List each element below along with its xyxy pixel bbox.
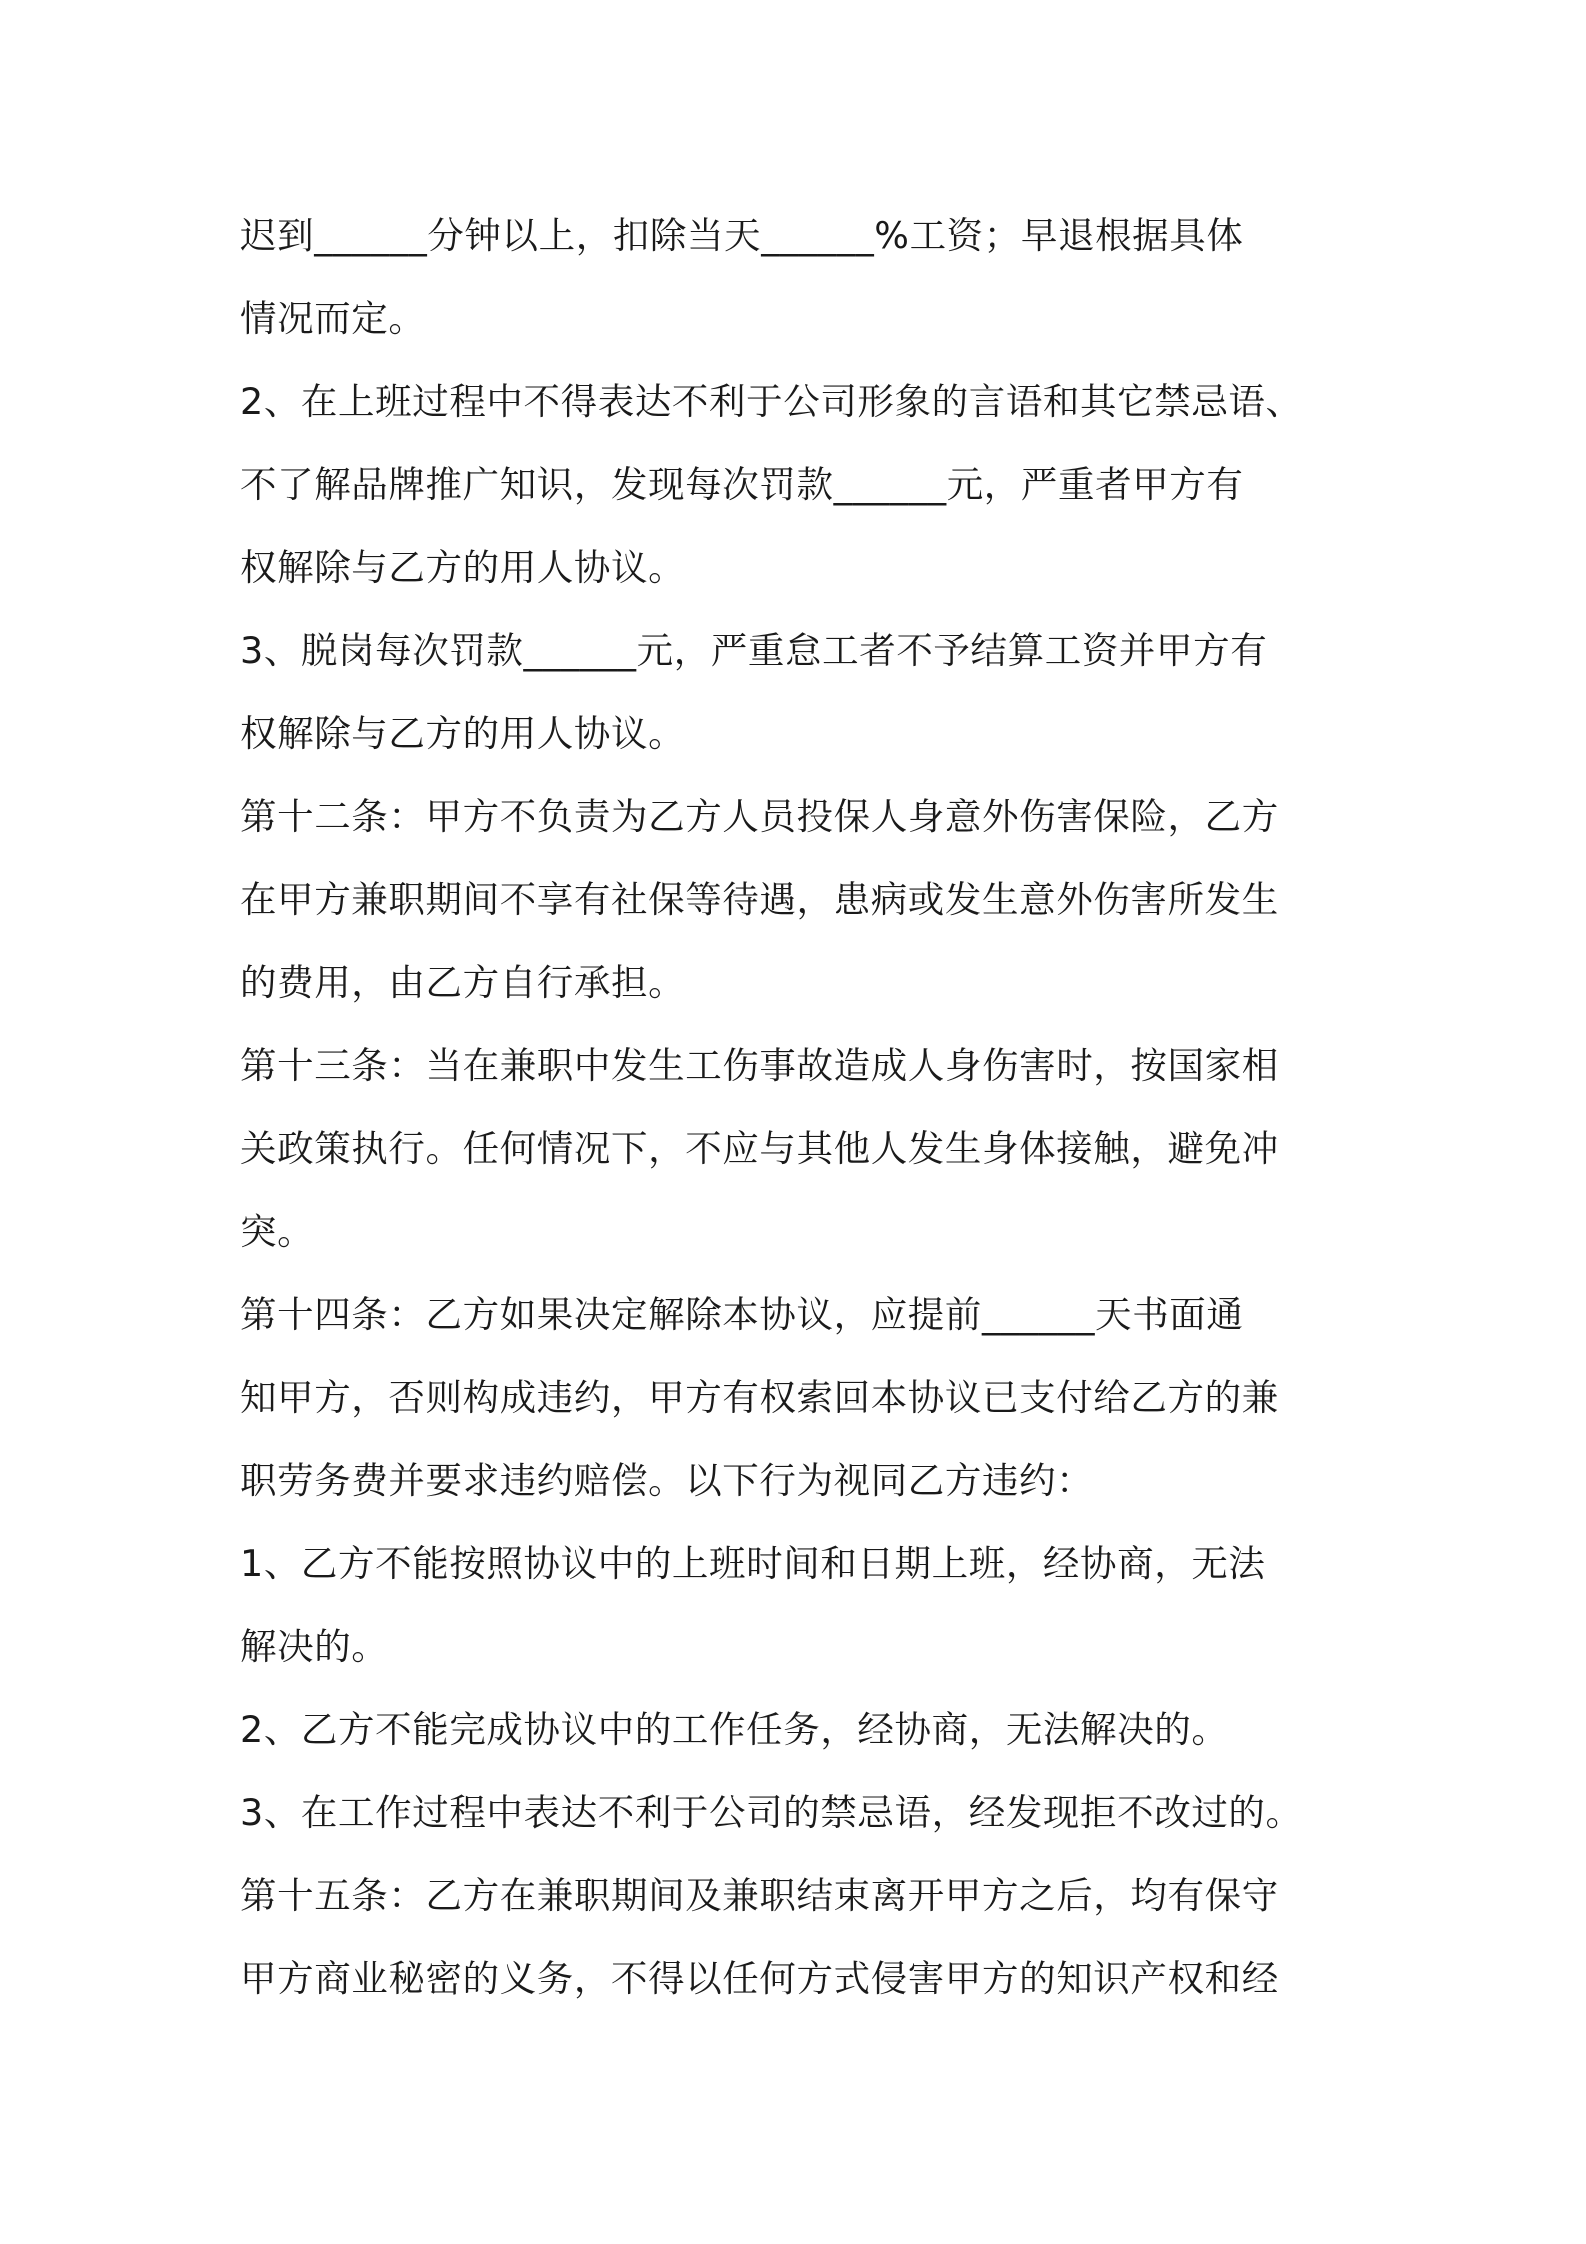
text-line: 2、在上班过程中不得表达不利于公司形象的言语和其它禁忌语、 — [240, 380, 1303, 423]
text-line: 3、在工作过程中表达不利于公司的禁忌语，经发现拒不改过的。 — [240, 1791, 1303, 1834]
text-line: 第十二条：甲方不负责为乙方人员投保人身意外伤害保险，乙方 — [240, 795, 1279, 838]
text-line: 1、乙方不能按照协议中的上班时间和日期上班，经协商，无法 — [240, 1542, 1266, 1585]
text-line: 解决的。 — [240, 1625, 389, 1668]
text-line: 第十三条：当在兼职中发生工伤事故造成人身伤害时，按国家相 — [240, 1044, 1279, 1087]
text-line: 第十五条：乙方在兼职期间及兼职结束离开甲方之后，均有保守 — [240, 1874, 1279, 1917]
text-line: 知甲方，否则构成违约，甲方有权索回本协议已支付给乙方的兼 — [240, 1376, 1279, 1419]
text-line: 职劳务费并要求违约赔偿。以下行为视同乙方违约： — [240, 1459, 1094, 1502]
text-line: 不了解品牌推广知识，发现每次罚款______元，严重者甲方有 — [240, 463, 1244, 506]
text-line: 突。 — [240, 1210, 315, 1253]
text-line: 关政策执行。任何情况下，不应与其他人发生身体接触，避免冲 — [240, 1127, 1279, 1170]
text-line: 迟到______分钟以上，扣除当天______%工资；早退根据具体 — [240, 214, 1244, 257]
document-body — [240, 194, 1360, 2020]
text-line: 情况而定。 — [240, 297, 426, 340]
text-line: 权解除与乙方的用人协议。 — [240, 546, 686, 589]
text-line: 3、脱岗每次罚款______元，严重怠工者不予结算工资并甲方有 — [240, 629, 1268, 672]
text-line: 第十四条：乙方如果决定解除本协议，应提前______天书面通 — [240, 1293, 1244, 1336]
text-line: 2、乙方不能完成协议中的工作任务，经协商，无法解决的。 — [240, 1708, 1229, 1751]
text-line: 甲方商业秘密的义务，不得以任何方式侵害甲方的知识产权和经 — [240, 1957, 1279, 2000]
text-line: 权解除与乙方的用人协议。 — [240, 712, 686, 755]
text-line: 在甲方兼职期间不享有社保等待遇，患病或发生意外伤害所发生 — [240, 878, 1279, 921]
text-line: 的费用，由乙方自行承担。 — [240, 961, 686, 1004]
